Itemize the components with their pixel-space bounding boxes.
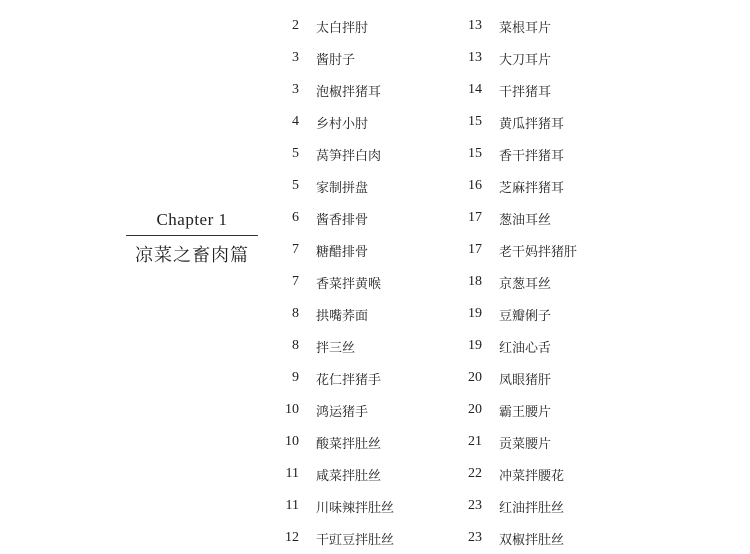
toc-entry[interactable] [455, 490, 630, 522]
toc-page-number: 3 [292, 82, 299, 97]
toc-page-number: 23 [468, 498, 482, 513]
toc-entry[interactable] [455, 10, 630, 42]
toc-column-right [455, 10, 630, 554]
toc-page-number: 19 [468, 306, 482, 321]
toc-page-number: 16 [468, 178, 482, 193]
toc-entry[interactable] [272, 394, 447, 426]
toc-entry[interactable] [455, 266, 630, 298]
toc-recipe-name: 黄瓜拌猪耳 [499, 116, 565, 132]
toc-column-left [272, 10, 447, 554]
toc-page-number: 6 [292, 210, 299, 225]
toc-entry[interactable] [455, 362, 630, 394]
toc-entry[interactable] [272, 266, 447, 298]
toc-recipe-name: 糖醋排骨 [316, 244, 369, 260]
toc-entry[interactable] [455, 394, 630, 426]
toc-recipe-name: 凤眼猪肝 [499, 372, 552, 388]
toc-page-number: 4 [292, 114, 299, 129]
toc-recipe-name: 贡菜腰片 [499, 436, 552, 452]
toc-recipe-name: 干豇豆拌肚丝 [316, 532, 395, 548]
toc-recipe-name: 花仁拌猪手 [316, 372, 382, 388]
toc-recipe-name: 乡村小肘 [316, 116, 369, 132]
toc-page-number: 14 [468, 82, 482, 97]
toc-recipe-name: 家制拼盘 [316, 180, 369, 196]
chapter-title: 凉菜之畜肉篇 [135, 245, 249, 266]
toc-page-number: 13 [468, 18, 482, 33]
toc-page-number: 19 [468, 338, 482, 353]
toc-recipe-name: 干拌猪耳 [499, 84, 552, 100]
toc-page-number: 22 [468, 466, 482, 481]
toc-page-number: 5 [292, 146, 299, 161]
toc-entry[interactable] [272, 490, 447, 522]
toc-entry[interactable] [272, 10, 447, 42]
toc-entry[interactable] [272, 170, 447, 202]
toc-recipe-name: 酸菜拌肚丝 [316, 436, 382, 452]
toc-recipe-name: 酱肘子 [316, 52, 356, 68]
toc-recipe-name: 芝麻拌猪耳 [499, 180, 565, 196]
toc-recipe-name: 鸿运猪手 [316, 404, 369, 420]
toc-page-number: 11 [285, 466, 299, 481]
toc-entry[interactable] [272, 426, 447, 458]
toc-entry[interactable] [455, 106, 630, 138]
toc-entry[interactable] [455, 202, 630, 234]
toc-page-number: 23 [468, 530, 482, 545]
toc-recipe-name: 红油拌肚丝 [499, 500, 565, 516]
chapter-label: Chapter 1 [156, 210, 228, 229]
toc-entry[interactable] [455, 170, 630, 202]
toc-entry[interactable] [272, 330, 447, 362]
toc-entry[interactable] [272, 458, 447, 490]
toc-page-number: 11 [285, 498, 299, 513]
toc-recipe-name: 红油心舌 [499, 340, 552, 356]
toc-page-number: 7 [292, 242, 299, 257]
toc-entry[interactable] [455, 74, 630, 106]
toc-entry[interactable] [455, 426, 630, 458]
toc-page-number: 5 [292, 178, 299, 193]
toc-entry[interactable] [272, 138, 447, 170]
toc-page-number: 15 [468, 146, 482, 161]
toc-recipe-name: 泡椒拌猪耳 [316, 84, 382, 100]
toc-entry[interactable] [272, 42, 447, 74]
toc-entry[interactable] [455, 138, 630, 170]
toc-page-number: 17 [468, 210, 482, 225]
toc-recipe-name: 拌三丝 [316, 340, 356, 356]
toc-entry[interactable] [272, 74, 447, 106]
toc-entry[interactable] [272, 106, 447, 138]
toc-page-number: 17 [468, 242, 482, 257]
toc-recipe-name: 香干拌猪耳 [499, 148, 565, 164]
toc-page-number: 9 [292, 370, 299, 385]
toc-entry[interactable] [272, 202, 447, 234]
toc-recipe-name: 酱香排骨 [316, 212, 369, 228]
toc-recipe-name: 京葱耳丝 [499, 276, 552, 292]
toc-recipe-name: 双椒拌肚丝 [499, 532, 565, 548]
toc-recipe-name: 菜根耳片 [499, 20, 552, 36]
toc-page-number: 18 [468, 274, 482, 289]
toc-entry[interactable] [272, 522, 447, 554]
toc-recipe-name: 豆瓣俐子 [499, 308, 552, 324]
toc-recipe-name: 霸王腰片 [499, 404, 552, 420]
toc-page-number: 20 [468, 370, 482, 385]
toc-recipe-name: 冲菜拌腰花 [499, 468, 565, 484]
toc-entry[interactable] [272, 362, 447, 394]
toc-recipe-name: 莴笋拌白肉 [316, 148, 382, 164]
toc-page-number: 21 [468, 434, 482, 449]
toc-entry[interactable] [455, 298, 630, 330]
toc-page-number: 20 [468, 402, 482, 417]
toc-recipe-name: 葱油耳丝 [499, 212, 552, 228]
toc-entry[interactable] [272, 234, 447, 266]
toc-recipe-name: 咸菜拌肚丝 [316, 468, 382, 484]
toc-recipe-name: 川味辣拌肚丝 [316, 500, 395, 516]
toc-entry[interactable] [455, 42, 630, 74]
toc-recipe-name: 香菜拌黄喉 [316, 276, 382, 292]
toc-recipe-name: 大刀耳片 [499, 52, 552, 68]
toc-page-number: 12 [285, 530, 299, 545]
toc-page-number: 3 [292, 50, 299, 65]
toc-recipe-name: 拱嘴荞面 [316, 308, 369, 324]
toc-entry[interactable] [455, 522, 630, 554]
toc-page-number: 13 [468, 50, 482, 65]
toc-recipe-name: 老干妈拌猪肝 [499, 244, 578, 260]
toc-entry[interactable] [272, 298, 447, 330]
toc-page-number: 2 [292, 18, 299, 33]
toc-page-number: 7 [292, 274, 299, 289]
toc-page-number: 15 [468, 114, 482, 129]
toc-recipe-name: 太白拌肘 [316, 20, 369, 36]
toc-entry[interactable] [455, 234, 630, 266]
toc-page-number: 10 [285, 402, 299, 417]
toc-entry[interactable] [455, 330, 630, 362]
toc-entry[interactable] [455, 458, 630, 490]
toc-page-number: 8 [292, 306, 299, 321]
toc-page-number: 10 [285, 434, 299, 449]
chapter-heading [124, 210, 260, 267]
toc-page-number: 8 [292, 338, 299, 353]
